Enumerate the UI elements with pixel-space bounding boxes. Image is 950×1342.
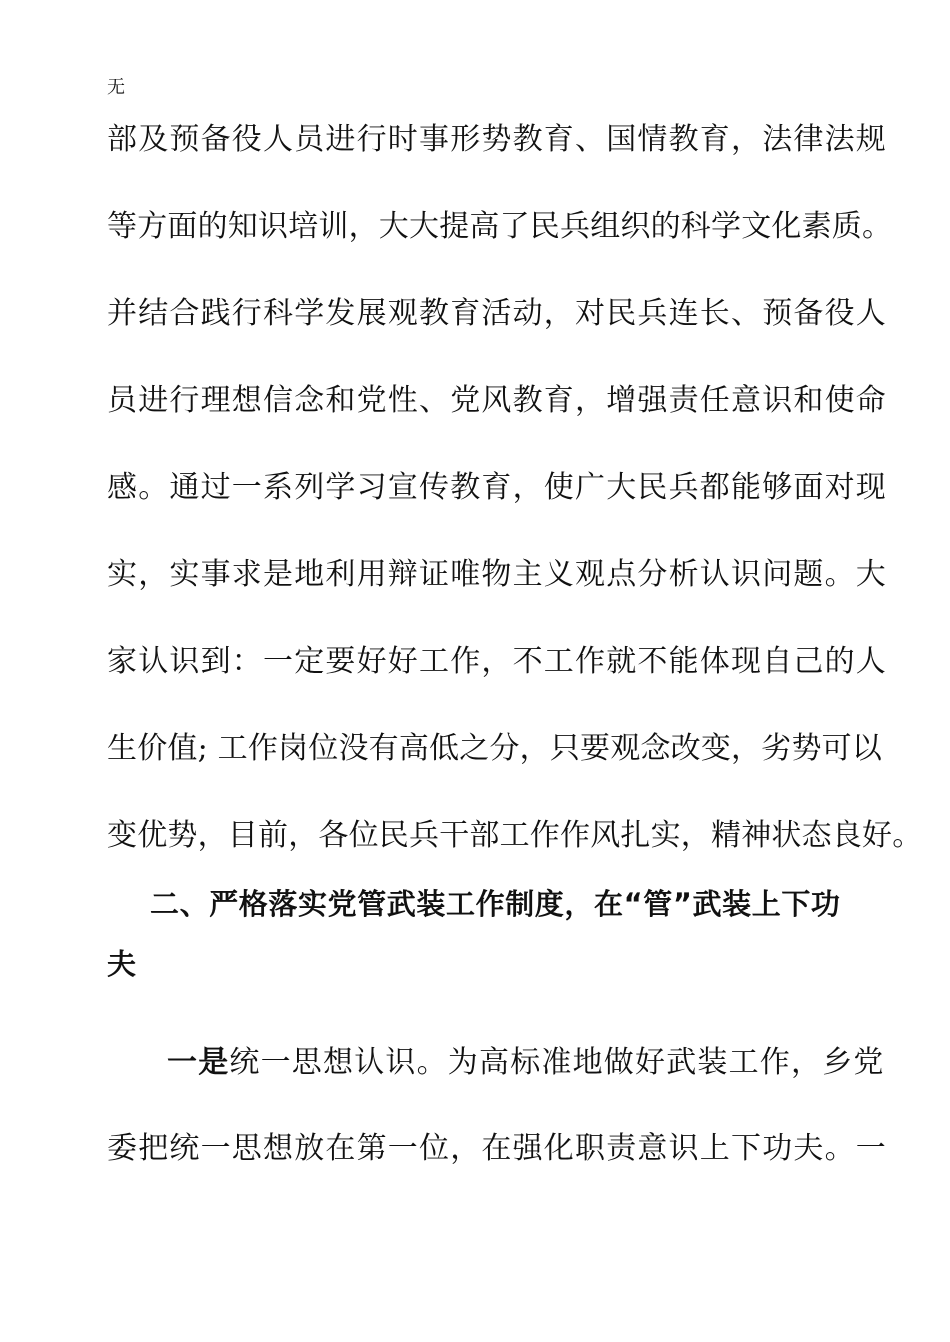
page-header-mark: 无 (107, 77, 125, 98)
body-line: 家认识到：一定要好好工作，不工作就不能体现自己的人 (107, 644, 887, 679)
paragraph-lead-rest: 统一思想认识。为高标准地做好武装工作，乡党 (229, 1045, 885, 1080)
body-line: 委把统一思想放在第一位，在强化职责意识上下功夫。一 (107, 1131, 887, 1166)
body-line (167, 1043, 885, 1083)
body-line: 变优势，目前，各位民兵干部工作作风扎实，精神状态良好。 (107, 818, 923, 853)
body-line: 部及预备役人员进行时事形势教育、国情教育，法律法规 (107, 122, 887, 157)
body-line: 感。通过一系列学习宣传教育，使广大民兵都能够面对现 (107, 470, 887, 505)
section-heading: 二、严格落实党管武装工作制度，在“管”武装上下功 (150, 887, 841, 921)
body-line: 生价值; 工作岗位没有高低之分，只要观念改变，劣势可以 (107, 731, 883, 766)
paragraph-lead: 一是 (167, 1045, 230, 1080)
body-line: 员进行理想信念和党性、党风教育，增强责任意识和使命 (107, 383, 887, 418)
body-line: 等方面的知识培训，大大提高了民兵组织的科学文化素质。 (107, 209, 893, 244)
section-heading-continued: 夫 (107, 947, 137, 981)
body-line: 实，实事求是地利用辩证唯物主义观点分析认识问题。大 (107, 557, 887, 592)
body-line: 并结合践行科学发展观教育活动，对民兵连长、预备役人 (107, 296, 887, 331)
